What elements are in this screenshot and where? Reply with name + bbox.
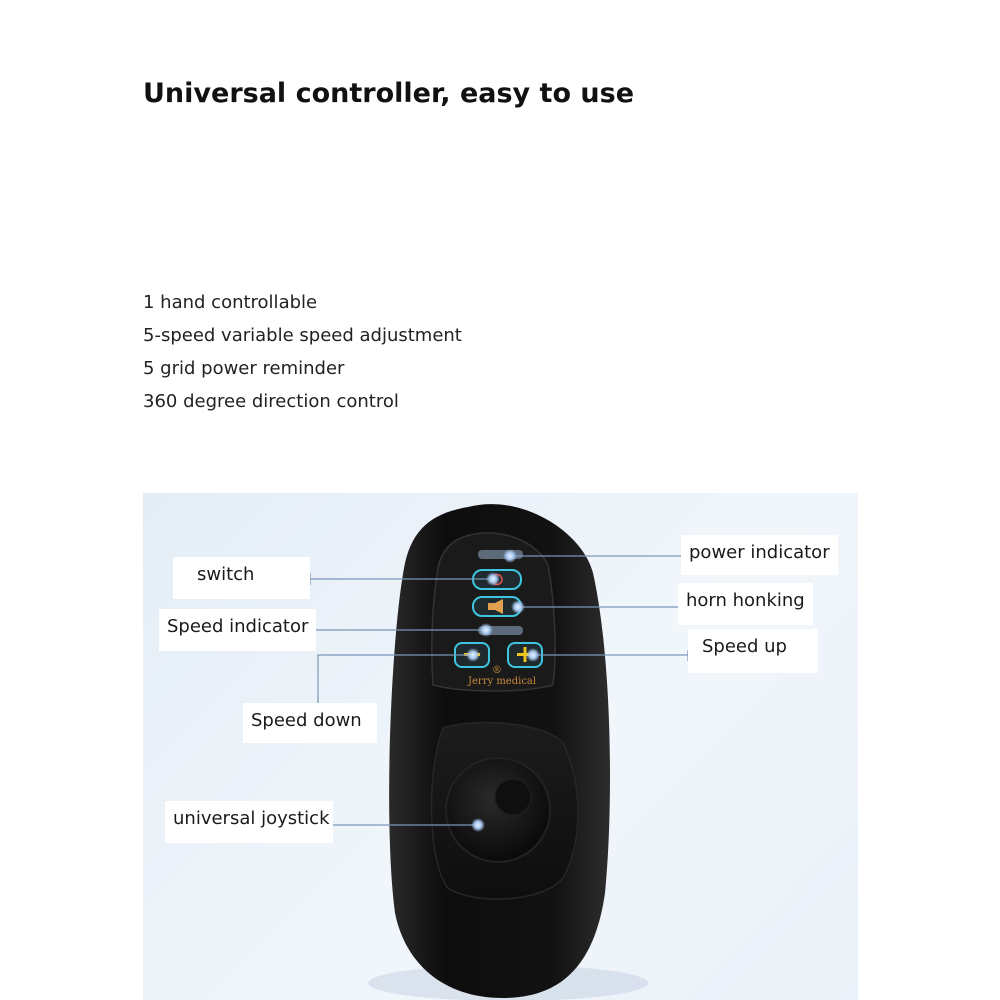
callout-switch: switch [173,557,310,599]
callout-power-indicator: power indicator [681,535,838,575]
feature-item: 5-speed variable speed adjustment [143,325,462,346]
feature-item: 360 degree direction control [143,391,399,412]
joystick-knob [446,758,550,862]
callout-speed-down: Speed down [243,703,377,743]
brand-registered-mark: ® [492,665,502,676]
feature-list [143,290,462,422]
joystick-top [495,779,531,815]
feature-item: 1 hand controllable [143,292,318,313]
page-title: Universal controller, easy to use [143,78,635,109]
callout-horn-honking: horn honking [678,583,813,625]
callout-universal-joystick: universal joystick [165,801,333,843]
callout-speed-indicator: Speed indicator [159,609,316,651]
callout-speed-up: Speed up [688,629,818,673]
brand-label: Jerry medical [468,676,537,687]
product-image-panel [143,493,858,1000]
feature-item: 5 grid power reminder [143,358,345,379]
